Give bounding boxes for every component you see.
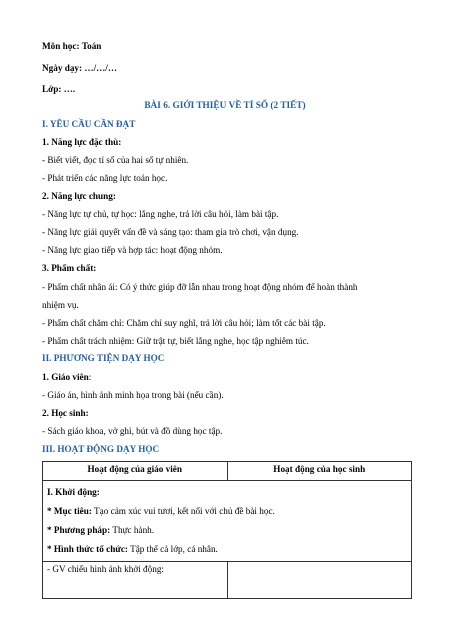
section-1-2-title: 2. Năng lực chung: bbox=[42, 191, 116, 201]
section-1-1-title: 1. Năng lực đặc thù: bbox=[42, 137, 122, 147]
teacher-cell: - GV chiếu hình ảnh khởi động: bbox=[43, 562, 228, 599]
date-value: …/…/… bbox=[84, 63, 118, 73]
section-2-2-title: 2. Học sinh: bbox=[42, 408, 89, 418]
method-line bbox=[47, 521, 407, 540]
method-value: Thực hành. bbox=[110, 525, 155, 535]
list-item: - Năng lực giải quyết vấn đề và sáng tạo: tham gia trò chơi, vận dụng. bbox=[42, 227, 299, 237]
subject-label: Môn học: bbox=[42, 41, 80, 51]
form-label: * Hình thức tổ chức: bbox=[47, 544, 128, 554]
section-1-3-title: 3. Phẩm chất: bbox=[42, 263, 97, 273]
list-item: - Năng lực giao tiếp và hợp tác: hoạt động nhóm. bbox=[42, 245, 223, 255]
section-2-title: II. PHƯƠNG TIỆN DẠY HỌC bbox=[42, 353, 165, 363]
subject-line bbox=[42, 40, 101, 52]
list-item: - Giáo án, hình ảnh minh họa trong bài (nếu cần). bbox=[42, 390, 224, 400]
goal-value: Tạo cảm xúc vui tươi, kết nối với chủ đề bài học. bbox=[91, 506, 275, 516]
section-2-1-title: 1. Giáo viên bbox=[42, 372, 89, 382]
list-item: - Phát triển các năng lực toán học. bbox=[42, 173, 168, 183]
class-value: …. bbox=[63, 84, 76, 94]
date-label: Ngày dạy: bbox=[42, 63, 83, 73]
student-cell bbox=[227, 562, 412, 599]
list-item: - Sách giáo khoa, vở ghi, bút và đồ dùng học tập. bbox=[42, 426, 223, 436]
list-item: - Biết viết, đọc tỉ số của hai số tự nhiên. bbox=[42, 155, 189, 165]
class-label: Lớp: bbox=[42, 84, 62, 94]
warmup-cell bbox=[43, 481, 412, 562]
list-item: - Năng lực tự chủ, tự học: lắng nghe, trả lời câu hỏi, làm bài tập. bbox=[42, 209, 279, 219]
lesson-title: BÀI 6. GIỚI THIỆU VỀ TỈ SỐ (2 TIẾT) bbox=[144, 101, 306, 111]
subject-value: Toán bbox=[81, 41, 102, 51]
section-1-title: I. YÊU CẦU CẦN ĐẠT bbox=[42, 119, 136, 129]
table-row bbox=[43, 562, 412, 599]
list-item: - Phẩm chất chăm chỉ: Chăm chỉ suy nghĩ, trả lời câu hỏi; làm tốt các bài tập. bbox=[42, 318, 326, 328]
col-teacher-header: Hoạt động của giáo viên bbox=[43, 462, 228, 481]
list-item: - Phẩm chất nhân ái: Có ý thức giúp đỡ lẫn nhau trong hoạt động nhóm để hoàn thành bbox=[42, 282, 358, 292]
goal-label: * Mục tiêu: bbox=[47, 506, 92, 516]
goal-line bbox=[47, 502, 407, 521]
col-student-header: Hoạt động của học sinh bbox=[227, 462, 412, 481]
date-line bbox=[42, 62, 117, 74]
class-line bbox=[42, 83, 75, 95]
activity-table bbox=[42, 461, 412, 599]
form-line bbox=[47, 540, 407, 559]
list-item: nhiệm vụ. bbox=[42, 300, 79, 310]
table-row bbox=[43, 481, 412, 562]
section-2-1-colon: : bbox=[88, 372, 92, 382]
section-3-title: III. HOẠT ĐỘNG DẠY HỌC bbox=[42, 444, 160, 454]
warmup-title: I. Khởi động: bbox=[47, 487, 100, 497]
form-value: Tập thể cả lớp, cá nhân. bbox=[127, 544, 218, 554]
method-label: * Phương pháp: bbox=[47, 525, 111, 535]
table-header-row bbox=[43, 462, 412, 481]
section-2-1-title-line bbox=[42, 371, 91, 383]
list-item: - Phẩm chất trách nhiệm: Giữ trật tự, biết lắng nghe, học tập nghiêm túc. bbox=[42, 336, 309, 346]
